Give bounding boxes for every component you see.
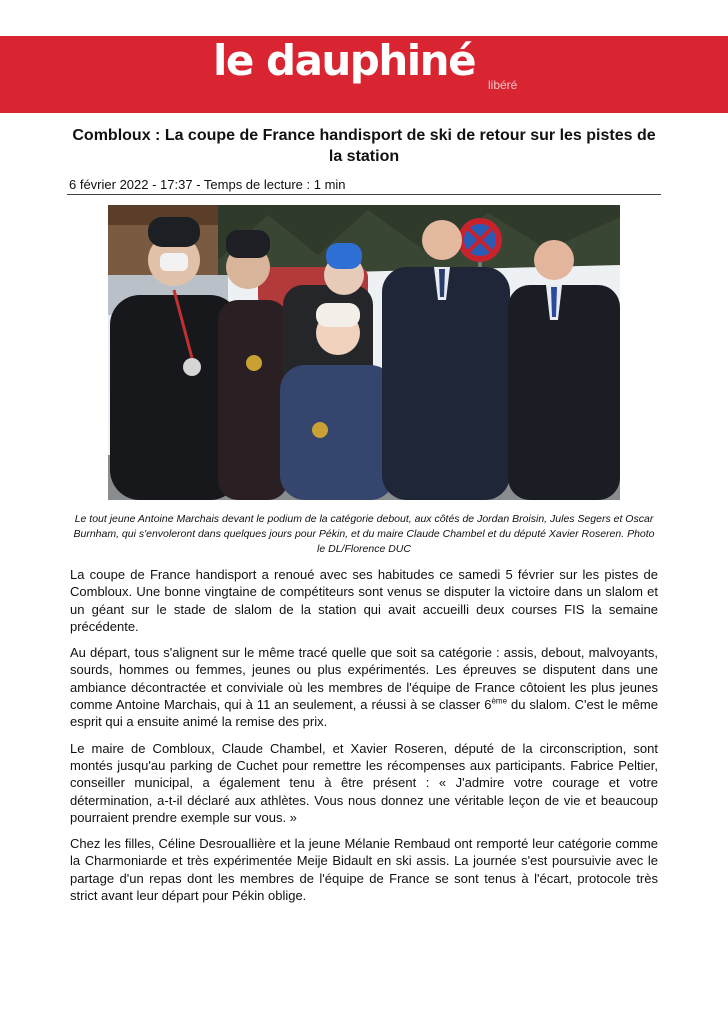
paragraph-4: Chez les filles, Céline Desrouallière et la jeune Mélanie Rembaud ont remporté leur catégorie comme la Charmoniarde et très expérimentée Meije Bidault en ski assis. La journée s'est poursuivie avec le partage d'un repas dont les membres de l'équipe de France se sont tenus à l'écart, protocole très strict avant leur départ pour Pékin oblige. (70, 836, 658, 904)
photo-caption: Le tout jeune Antoine Marchais devant le podium de la catégorie debout, aux côtés de Jordan Broisin, Jules Segers et Oscar Burnham, qui s'envoleront dans quelques jours pour Pékin, et du maire Claude Chambel et du député Xavier Roseren. Photo le DL/Florence DUC (73, 513, 655, 555)
article-photo (108, 205, 620, 500)
article-body (70, 566, 658, 913)
article-title: Combloux : La coupe de France handisport de ski de retour sur les pistes de la station (72, 127, 656, 165)
paragraph-2-start: Au départ, tous s'alignent sur le même tracé quelle que soit sa catégorie : assis, debout, malvoyants, sourds, hommes ou femmes, jeunes ou plus expérimentés. Les épreuves se disputent dans une ambiance décontractée et conviviale où les membres de l'équipe de France côtoient les plus jeunes comme Antoine Marchais, qui à 11 an seulement, a réussi à se classer 6 (70, 645, 658, 713)
photo-illustration (108, 205, 620, 500)
paragraph-1: La coupe de France handisport a renoué avec ses habitudes ce samedi 5 février sur les pistes de Combloux. Une bonne vingtaine de compétiteurs sont venus se disputer la victoire dans un slalom et un géant sur le stade de slalom de la station qui avait accueilli deux courses FIS la semaine précédente. (70, 567, 658, 634)
article-date: 6 février 2022 - 17:37 (69, 177, 193, 192)
ordinal-suffix: ème (491, 696, 508, 706)
paragraph-3: Le maire de Combloux, Claude Chambel, et Xavier Roseren, député de la circonscription, sont montés jusqu'au parking de Cuchet pour remettre les récompenses aux participants. Fabrice Peltier, conseiller municipal, a également tenu à être présent : « J'admire votre courage et votre détermination, a-t-il déclaré aux athlètes. Vous nous donnez une véritable leçon de vie et beaucoup pourraient prendre exemple sur vous. » (70, 740, 658, 825)
paragraph-2-end: du slalom. C'est le même esprit qui a ensuite animé la remise des prix. (70, 697, 658, 730)
reading-time: Temps de lecture : 1 min (203, 177, 346, 192)
newspaper-logo-subtitle: libéré (488, 78, 518, 92)
newspaper-logo[interactable]: le dauphiné (213, 36, 476, 85)
header-divider (67, 194, 661, 195)
paragraph-2 (70, 644, 658, 730)
article-meta: 6 février 2022 - 17:37 - Temps de lecture : 1 min (69, 177, 346, 192)
